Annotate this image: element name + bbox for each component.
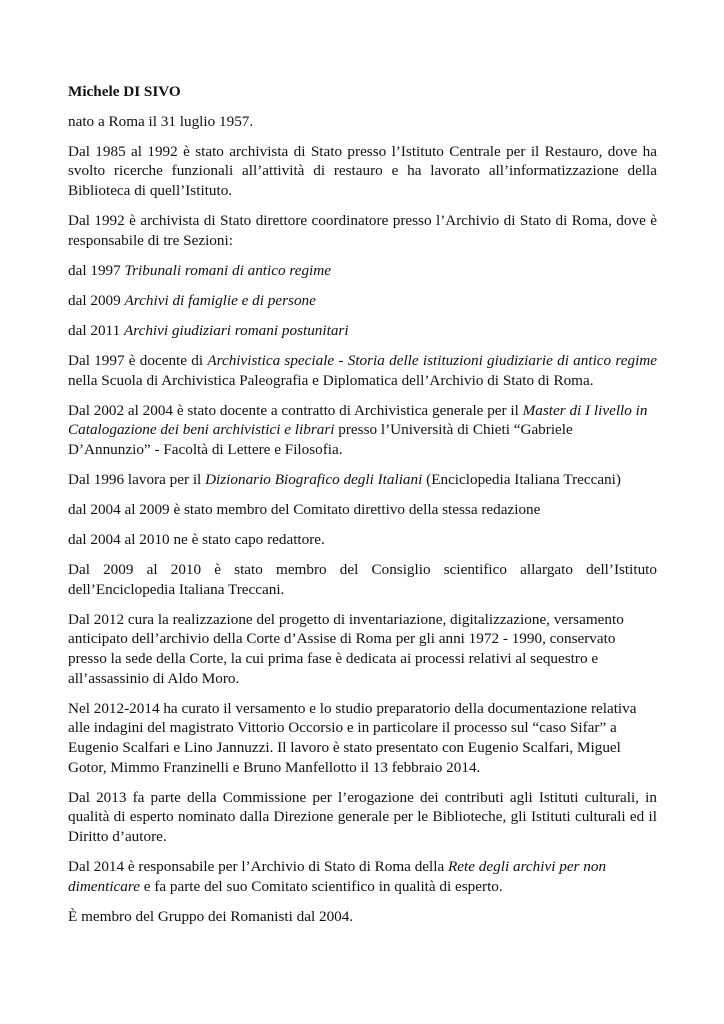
author-name: Michele DI SIVO [68, 83, 181, 100]
paragraph-redattore: dal 2004 al 2010 ne è stato capo redattore. [68, 531, 325, 549]
paragraph-restauro: Dal 1985 al 1992 è stato archivista di Stato presso l’Istituto Centrale per il Restauro, dove ha svolto ricerche funzionali all’attività di restauro e ha lavorato all’informatizzazione della Biblioteca di quell’Istituto. [68, 142, 657, 199]
paragraph-archivio-roma: Dal 1992 è archivista di Stato direttore coordinatore presso l’Archivio di Stato di Roma, dove è responsabile di tre Sezioni: [68, 211, 657, 249]
section-item: dal 1997 Tribunali romani di antico regime [68, 261, 331, 279]
paragraph-comitato: dal 2004 al 2009 è stato membro del Comitato direttivo della stessa redazione [68, 501, 541, 518]
paragraph-rete: Dal 2014 è responsabile per l’Archivio di Stato di Roma della Rete degli archivi per non dimenticare e fa parte del suo Comitato scientifico in qualità di esperto. [68, 857, 607, 895]
paragraph-docente: Dal 1997 è docente di Archivistica speciale - Storia delle istituzioni giudiziarie di antico regime nella Scuola di Archivistica Paleografia e Diplomatica dell’Archivio di Stato di Roma. [68, 351, 657, 389]
paragraph-master: Dal 2002 al 2004 è stato docente a contratto di Archivistica generale per il Master di I livello in Catalogazione dei beni archivistici e librari presso l’Università di Chieti “Gabriele D’Annunzio” - Facoltà di Lettere e Filosofia. [68, 401, 648, 458]
section-item: dal 2011 Archivi giudiziari romani postunitari [68, 321, 349, 339]
paragraph-commissione: Dal 2013 fa parte della Commissione per l’erogazione dei contributi agli Istituti culturali, in qualità di esperto nominato dalla Direzione generale per le Biblioteche, gli Istituti culturali ed il Diritto d’autore. [68, 788, 657, 845]
paragraph-corte-assise: Dal 2012 cura la realizzazione del progetto di inventariazione, digitalizzazione, versamento anticipato dell’archivio della Corte d’Assise di Roma per gli anni 1972 - 1990, conservato presso la sede della Corte, la cui prima fase è dedicata ai processi relativi al sequestro e all’assassinio di Aldo Moro. [68, 610, 624, 687]
paragraph-dizionario: Dal 1996 lavora per il Dizionario Biografico degli Italiani (Enciclopedia Italiana Treccani) [68, 470, 621, 488]
section-title: Archivi di famiglie e di persone [124, 291, 316, 309]
paragraph-romanisti: È membro del Gruppo dei Romanisti dal 2004. [68, 907, 354, 925]
section-title: Archivi giudiziari romani postunitari [123, 321, 349, 339]
section-title: Tribunali romani di antico regime [124, 261, 331, 279]
paragraph-consiglio: Dal 2009 al 2010 è stato membro del Consiglio scientifico allargato dell’Istituto dell’Enciclopedia Italiana Treccani. [68, 561, 657, 598]
paragraph-occorsio: Nel 2012-2014 ha curato il versamento e lo studio preparatorio della documentazione relativa alle indagini del magistrato Vittorio Occorsio e in particolare il processo sul “caso Sifar” a Eugenio Scalfari e Lino Jannuzzi. Il lavoro è stato presentato con Eugenio Scalfari, Miguel Gotor, Mimmo Franzinelli e Bruno Manfellotto il 13 febbraio 2014. [68, 699, 637, 776]
birth-info: nato a Roma il 31 luglio 1957. [68, 112, 254, 130]
section-item: dal 2009 Archivi di famiglie e di persone [68, 291, 316, 309]
